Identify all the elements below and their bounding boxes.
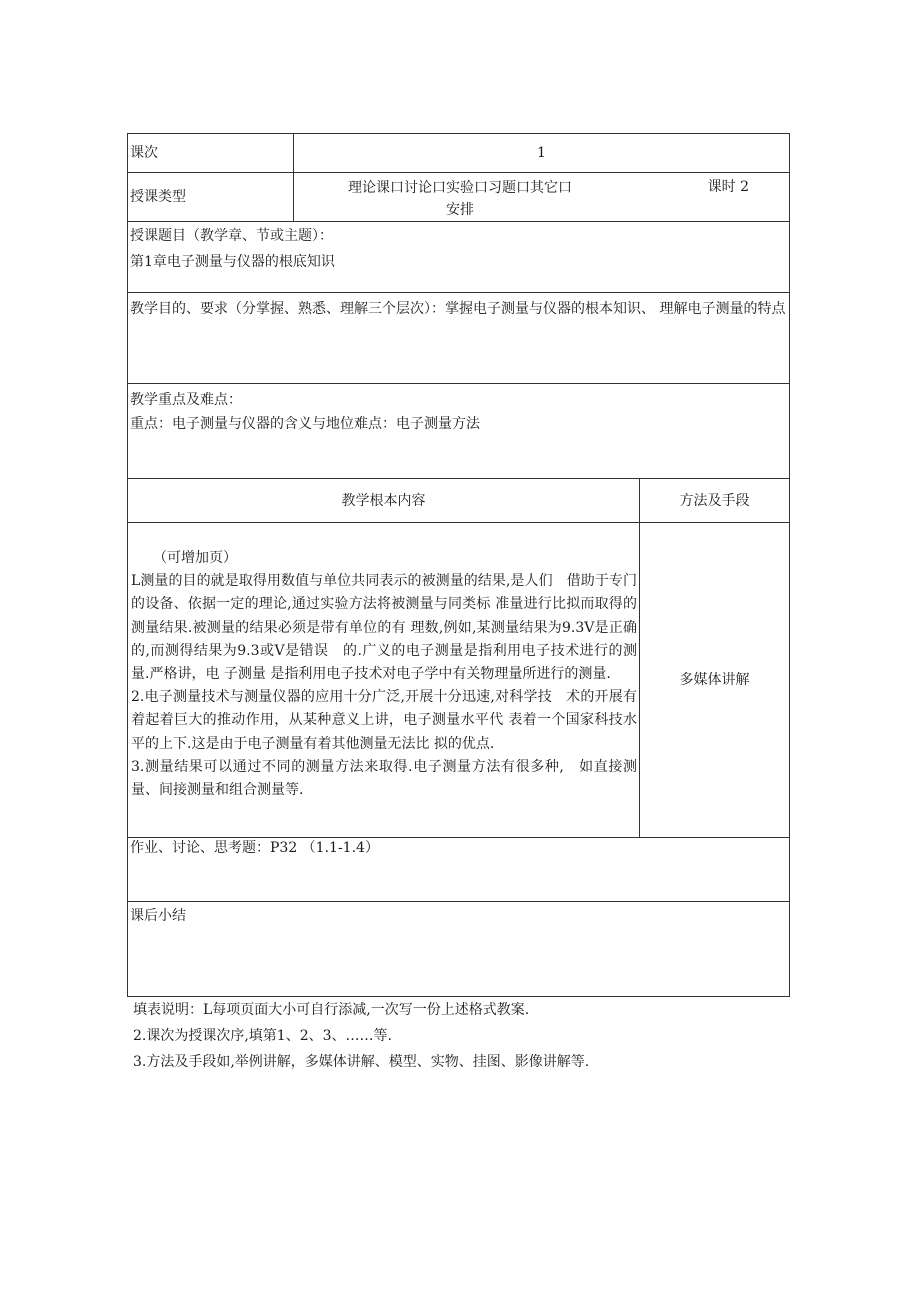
session-label: 课次 bbox=[128, 134, 294, 173]
content-paragraph-3: 3.测量结果可以通过不同的测量方法来取得.电子测量方法有很多种, 如直接测量、间接测量和组合测量等. bbox=[131, 758, 637, 799]
method-cell bbox=[640, 523, 790, 838]
topic-value: 第1章电子测量与仪器的根底知识 bbox=[130, 254, 335, 270]
content-header: 教学根本内容 bbox=[128, 479, 640, 523]
type-cell bbox=[294, 173, 790, 222]
keypoints-cell bbox=[128, 384, 790, 479]
note-2: 2.课次为授课次序,填第1、2、3、……等. bbox=[133, 1028, 392, 1044]
hours-label: 课时 bbox=[707, 179, 736, 195]
summary-row bbox=[128, 902, 790, 997]
homework-cell bbox=[128, 838, 790, 902]
content-note: （可增加页） bbox=[153, 550, 237, 566]
topic-cell bbox=[128, 222, 790, 293]
method-value: 多媒体讲解 bbox=[679, 672, 750, 688]
type-options: 理论课口讨论口实验口习题口其它口 bbox=[348, 180, 572, 196]
goals-cell bbox=[128, 293, 790, 384]
goals-text: 教学目的、要求（分掌握、熟悉、理解三个层次）：掌握电子测量与仪器的根本知识、 理解电子测量的特点 bbox=[130, 301, 786, 317]
type-arrange: 安排 bbox=[446, 202, 474, 218]
hours-value: 2 bbox=[740, 179, 750, 195]
hours-block bbox=[708, 177, 749, 197]
summary-label: 课后小结 bbox=[130, 908, 186, 924]
content-cell bbox=[128, 523, 640, 838]
type-row bbox=[128, 173, 790, 222]
lesson-plan-sheet bbox=[127, 133, 789, 997]
content-row bbox=[128, 523, 790, 838]
content-paragraph-2: 2.电子测量技术与测量仪器的应用十分广泛,开展十分迅速,对科学技 术的开展有着起着巨大的推动作用，从某种意义上讲，电子测量水平代 表着一个国家科技水平的上下.这是由于电子测量有着其他测量无法比 拟的优点. bbox=[131, 689, 637, 752]
homework-text: 作业、讨论、思考题：P32 （1.1-1.4） bbox=[130, 840, 379, 856]
keypoints-text: 重点：电子测量与仪器的含义与地位难点：电子测量方法 bbox=[130, 416, 480, 432]
topic-label: 授课题目（教学章、节或主题）： bbox=[130, 228, 333, 244]
content-paragraph-1: L测量的目的就是取得用数值与单位共同表示的被测量的结果,是人们 借助于专门的设备、依据一定的理论,通过实验方法将被测量与同类标 准量进行比拟而取得的测量结果.被测量的结果必须是带有单位的有 理数,例如,某测量结果为9.3V是正确的,而测得结果为9.3或V是错误 的.广义的电子测量是指利用电子技术进行的测量.严格讲，电 子测量 是指利用电子技术对电子学中有关物理量所进行的测量. bbox=[131, 573, 637, 683]
keypoints-label: 教学重点及难点： bbox=[130, 392, 242, 408]
type-options-block bbox=[336, 177, 584, 221]
summary-cell bbox=[128, 902, 790, 997]
type-label: 授课类型 bbox=[128, 173, 294, 222]
topic-row bbox=[128, 222, 790, 293]
keypoints-row bbox=[128, 384, 790, 479]
fill-instructions bbox=[133, 997, 793, 1075]
lesson-plan-table bbox=[127, 133, 790, 997]
homework-row bbox=[128, 838, 790, 902]
note-1: 填表说明：L每项页面大小可自行添减,一次写一份上述格式教案. bbox=[133, 1002, 530, 1018]
session-row bbox=[128, 134, 790, 173]
method-header: 方法及手段 bbox=[640, 479, 790, 523]
goals-row bbox=[128, 293, 790, 384]
session-value: 1 bbox=[294, 134, 790, 173]
note-3: 3.方法及手段如,举例讲解，多媒体讲解、模型、实物、挂图、影像讲解等. bbox=[133, 1054, 590, 1070]
content-header-row bbox=[128, 479, 790, 523]
